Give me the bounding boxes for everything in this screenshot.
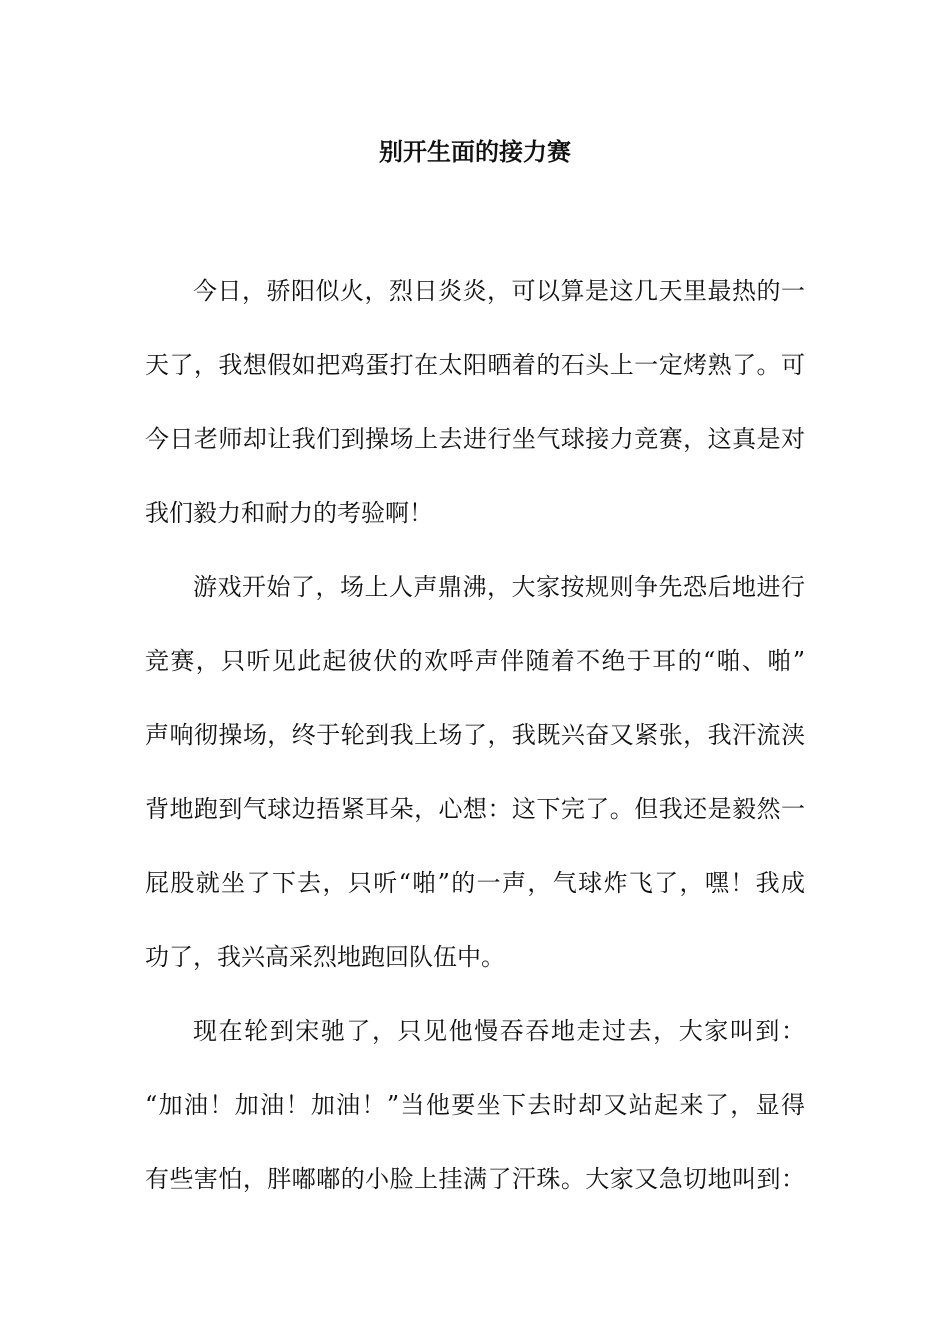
paragraph-1-line-2: 天了，我想假如把鸡蛋打在太阳晒着的石头上一定烤熟了。可 [145, 351, 805, 379]
paragraph-2-line-1: 游戏开始了，场上人声鼎沸，大家按规则争先恐后地进行 [193, 573, 805, 601]
page-title: 别开生面的接力赛 [379, 137, 571, 166]
paragraph-1-line-3: 今日老师却让我们到操场上去进行坐气球接力竞赛，这真是对 [145, 425, 805, 453]
paragraph-3-line-3: 有些害怕，胖嘟嘟的小脸上挂满了汗珠。大家又急切地叫到： [145, 1165, 805, 1193]
document-body [145, 254, 805, 1216]
paragraph-1-line-1: 今日，骄阳似火，烈日炎炎，可以算是这几天里最热的一 [193, 277, 805, 305]
paragraph-2-line-3: 声响彻操场，终于轮到我上场了，我既兴奋又紧张，我汗流浃 [145, 721, 805, 749]
paragraph-3-line-1: 现在轮到宋驰了，只见他慢吞吞地走过去，大家叫到： [193, 1017, 805, 1045]
paragraph-2-line-5: 屁股就坐了下去，只听“啪”的一声，气球炸飞了，嘿！我成 [145, 869, 805, 897]
paragraph-1-line-4: 我们毅力和耐力的考验啊！ [145, 499, 433, 527]
paragraph-3-line-2: “加油！加油！加油！”当他要坐下去时却又站起来了，显得 [145, 1091, 805, 1119]
paragraph-2-line-4: 背地跑到气球边捂紧耳朵，心想：这下完了。但我还是毅然一 [145, 795, 805, 823]
paragraph-2-line-2: 竞赛，只听见此起彼伏的欢呼声伴随着不绝于耳的“啪、啪” [145, 647, 805, 675]
paragraph-2-line-6: 功了，我兴高采烈地跑回队伍中。 [145, 943, 505, 971]
